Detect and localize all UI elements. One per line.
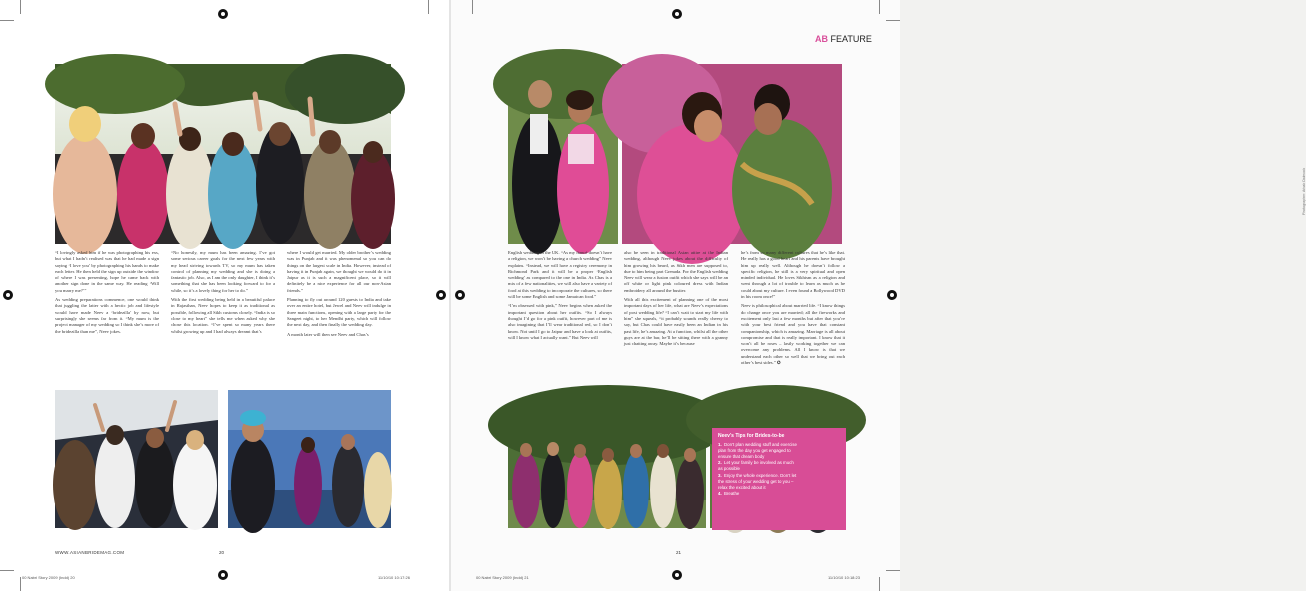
crop-mark <box>0 570 14 571</box>
crop-mark <box>886 20 900 21</box>
dance-floor-illustration <box>55 390 218 528</box>
paragraph: where I would get married. My older brother’s wedding was in Punjab and it was phenomenal so you can do things on the largest scale in India. However, instead of having it in Punjab again, we thought we would do it in Jaipur as it is such a magnificent place, so it will definitely be a nice experience for all our non-Asian friends.” <box>287 250 391 293</box>
left-column-2 <box>171 250 275 338</box>
crop-mark <box>879 577 880 591</box>
dance-floor-photo <box>55 390 218 528</box>
registration-mark <box>3 290 13 300</box>
right-column-3 <box>741 250 845 369</box>
registration-mark <box>218 9 228 19</box>
right-slug: 00 Nabri Story 2009 (Indd) 21 <box>476 575 529 580</box>
left-slug: 00 Nabri Story 2009 (Indd) 20 <box>22 575 75 580</box>
turban-guest-photo <box>228 390 391 528</box>
crop-mark <box>20 577 21 591</box>
tip-number: 3. <box>718 472 722 478</box>
photo-credit: Photographer: Arbab Dalmook <box>1302 167 1306 215</box>
crop-mark <box>879 0 880 14</box>
tip-number: 4. <box>718 491 722 497</box>
left-page-number: 20 <box>219 550 225 555</box>
registration-mark <box>672 570 682 580</box>
website-url: WWW.ASIANBRIDEMAG.COM <box>55 550 125 555</box>
dancing-guests-photo <box>55 64 391 244</box>
paragraph: “I lovingly asked him if he was photographing his exs, but what I hadn’t realised was that he had made a sign saying ‘I love you’ by photographing his hands to make each letter. He then held the sign up outside the window of where I was presenting, hope he came back with another sign done in the same way. He reading ‘Will you marry me?’” <box>55 250 159 293</box>
right-page-number: 21 <box>676 550 682 555</box>
tip-text: Enjoy the whole experience. Don’t let the stress of your wedding get to you – relax the excited about it <box>718 472 797 490</box>
embrace-photo <box>622 64 842 244</box>
paragraph: he’s from so many different cultures that he’s like that. He really has a good heart and his parents have brought him up really well. Although he doesn’t follow a specific religion, he still is a very spiritual and open minded individual. He loves Sikhism as a religion and went through a lot of trouble to learn as much as he could about my culture. I even found a Bollywood DVD in his room once!” <box>741 250 845 300</box>
embrace-illustration <box>622 64 842 244</box>
tip-text: Let your family be involved as much as possible <box>718 460 794 472</box>
tip-text: Breathe <box>724 491 740 497</box>
turban-guest-illustration <box>228 390 391 528</box>
paragraph: “I’m obsessed with pink,” Neev begins when asked the important question about her outfits. “So I always thought I’d go for a pink outfit, however part of me is also imagining that I’ll wear traditional red, so I don’t know. Not until I go to Jaipur and have a look at outfits, will I know what I actually want.” But Neev will <box>508 303 612 340</box>
couple-illustration <box>508 64 618 244</box>
crop-mark <box>20 0 21 14</box>
crop-mark <box>886 570 900 571</box>
tips-heading: Neev’s Tips for Brides-to-be <box>718 433 785 439</box>
dancing-guests-illustration <box>55 64 391 244</box>
tip-text: Don’t plan wedding stuff and exercise plan from the day you get engaged to ensure that dream body <box>718 442 797 459</box>
right-slug-date: 11/10/10 10:18:23 <box>828 575 860 580</box>
paragraph: “No honestly, my mum has been amazing. I’ve got some serious career goals for the next few years with my head striving towards TV, so my mum has taken control of planning my wedding and she is doing a fantastic job. Also, as I am the only daughter, I think it’s something that she has been looking forward to for a while, so it’s a lovely thing for her to do.” <box>171 250 275 293</box>
tip-item <box>718 473 798 490</box>
family-group-photo <box>508 405 706 528</box>
paragraph: also be seen in traditional Asian attire at the Indian wedding, although Neev jokes about the difficulty of him growing his beard, as Sikh men are supposed to, due to him being part Grenada. For the English wedding Neev will wear a fusion outfit which she says will be an off white or light pink coloured dress with Indian embroidery all around the bustier. <box>624 250 728 293</box>
tip-item <box>718 491 798 497</box>
paragraph: Neev is philosophical about married life. “I know things do change once you are married; all the fireworks and excitement only last a few months but after that you’re with your best friend and you have that constant companionship, which is amazing. Marriage is all about compromise and that is really important. I know that it won’t all be roses – lastly working together we can overcome any problems. All I know is that we understand each other so well that we bring out each other’s best sides.” ✪ <box>741 303 845 366</box>
left-column-3 <box>287 250 391 341</box>
right-page <box>450 0 1306 591</box>
paragraph: Planning to fly out around 120 guests to India and take over an entire hotel, but Jewel and Neev will indulge in three main functions, opening with a large party for the Sangeet night, to her Mendhi party, which will follow the next day, and then finally the wedding day. <box>287 297 391 328</box>
section-title: FEATURE <box>830 34 872 44</box>
tip-item <box>718 442 798 459</box>
registration-mark <box>672 9 682 19</box>
family-group-illustration <box>508 405 706 528</box>
tips-box <box>712 428 846 530</box>
section-header <box>815 34 872 44</box>
registration-mark <box>887 290 897 300</box>
left-page <box>0 0 450 591</box>
paragraph: With the first wedding being held in a beautiful palace in Rajasthan, Neev hopes to keep it as traditional as possible, following all Sikh customs closely. “India is so close to my heart” she tells me when asked why she chose this location. “I’ve spent so many years there whilst growing up and I had always dreamt that’s <box>171 297 275 334</box>
right-column-2 <box>624 250 728 350</box>
crop-mark <box>0 20 14 21</box>
registration-mark <box>218 570 228 580</box>
paragraph: English wedding in the UK. “As my fiancé doesn’t have a religion, we won’t be having a church wedding” Neev explains. “Instead, we will have a registry ceremony in Richmond Park and it will be a proper ‘English wedding’ as compared to the one in India. As Chas is a mix of a few nationalities, we will also have a variety of food at this wedding to incorporate the cultures, so there will be some English and some Jamaican food.” <box>508 250 612 300</box>
crop-mark <box>472 0 473 14</box>
tip-number: 1. <box>718 442 722 447</box>
left-column-1 <box>55 250 159 338</box>
tip-number: 2. <box>718 460 722 466</box>
registration-mark <box>455 290 465 300</box>
paragraph: With all this excitement of planning one of the most important days of her life, what are Neev’s expectations of post wedding life? “I can’t wait to start my life with him” she squeals, “it probably sounds really cheesy to say, but Chas could have easily been an Indian in his past life, he’s amazing. At a function, whilst all the other guys are at the bar, he’ll be sitting there with a granny just chatting away. Maybe it’s because <box>624 297 728 347</box>
couple-photo <box>508 64 618 244</box>
section-abbr: AB <box>815 34 828 44</box>
left-slug-date: 11/10/10 10:17:26 <box>378 575 410 580</box>
right-column-1 <box>508 250 612 344</box>
crop-mark <box>428 0 429 14</box>
registration-mark <box>436 290 446 300</box>
page-gutter <box>449 0 451 591</box>
tip-item <box>718 460 798 472</box>
tips-list <box>718 442 798 498</box>
paragraph: As wedding preparations commence, one would think that juggling the latter with a hectic job and lifestyle would have made Neev a ‘bridezilla’ by now, but surprisingly she seems far from it. “My mum is the project manager of my wedding so I think she’s more of the bridezilla than me”, Neev jokes. <box>55 297 159 334</box>
paragraph: A month later will then see Neev and Chas’s <box>287 331 369 337</box>
